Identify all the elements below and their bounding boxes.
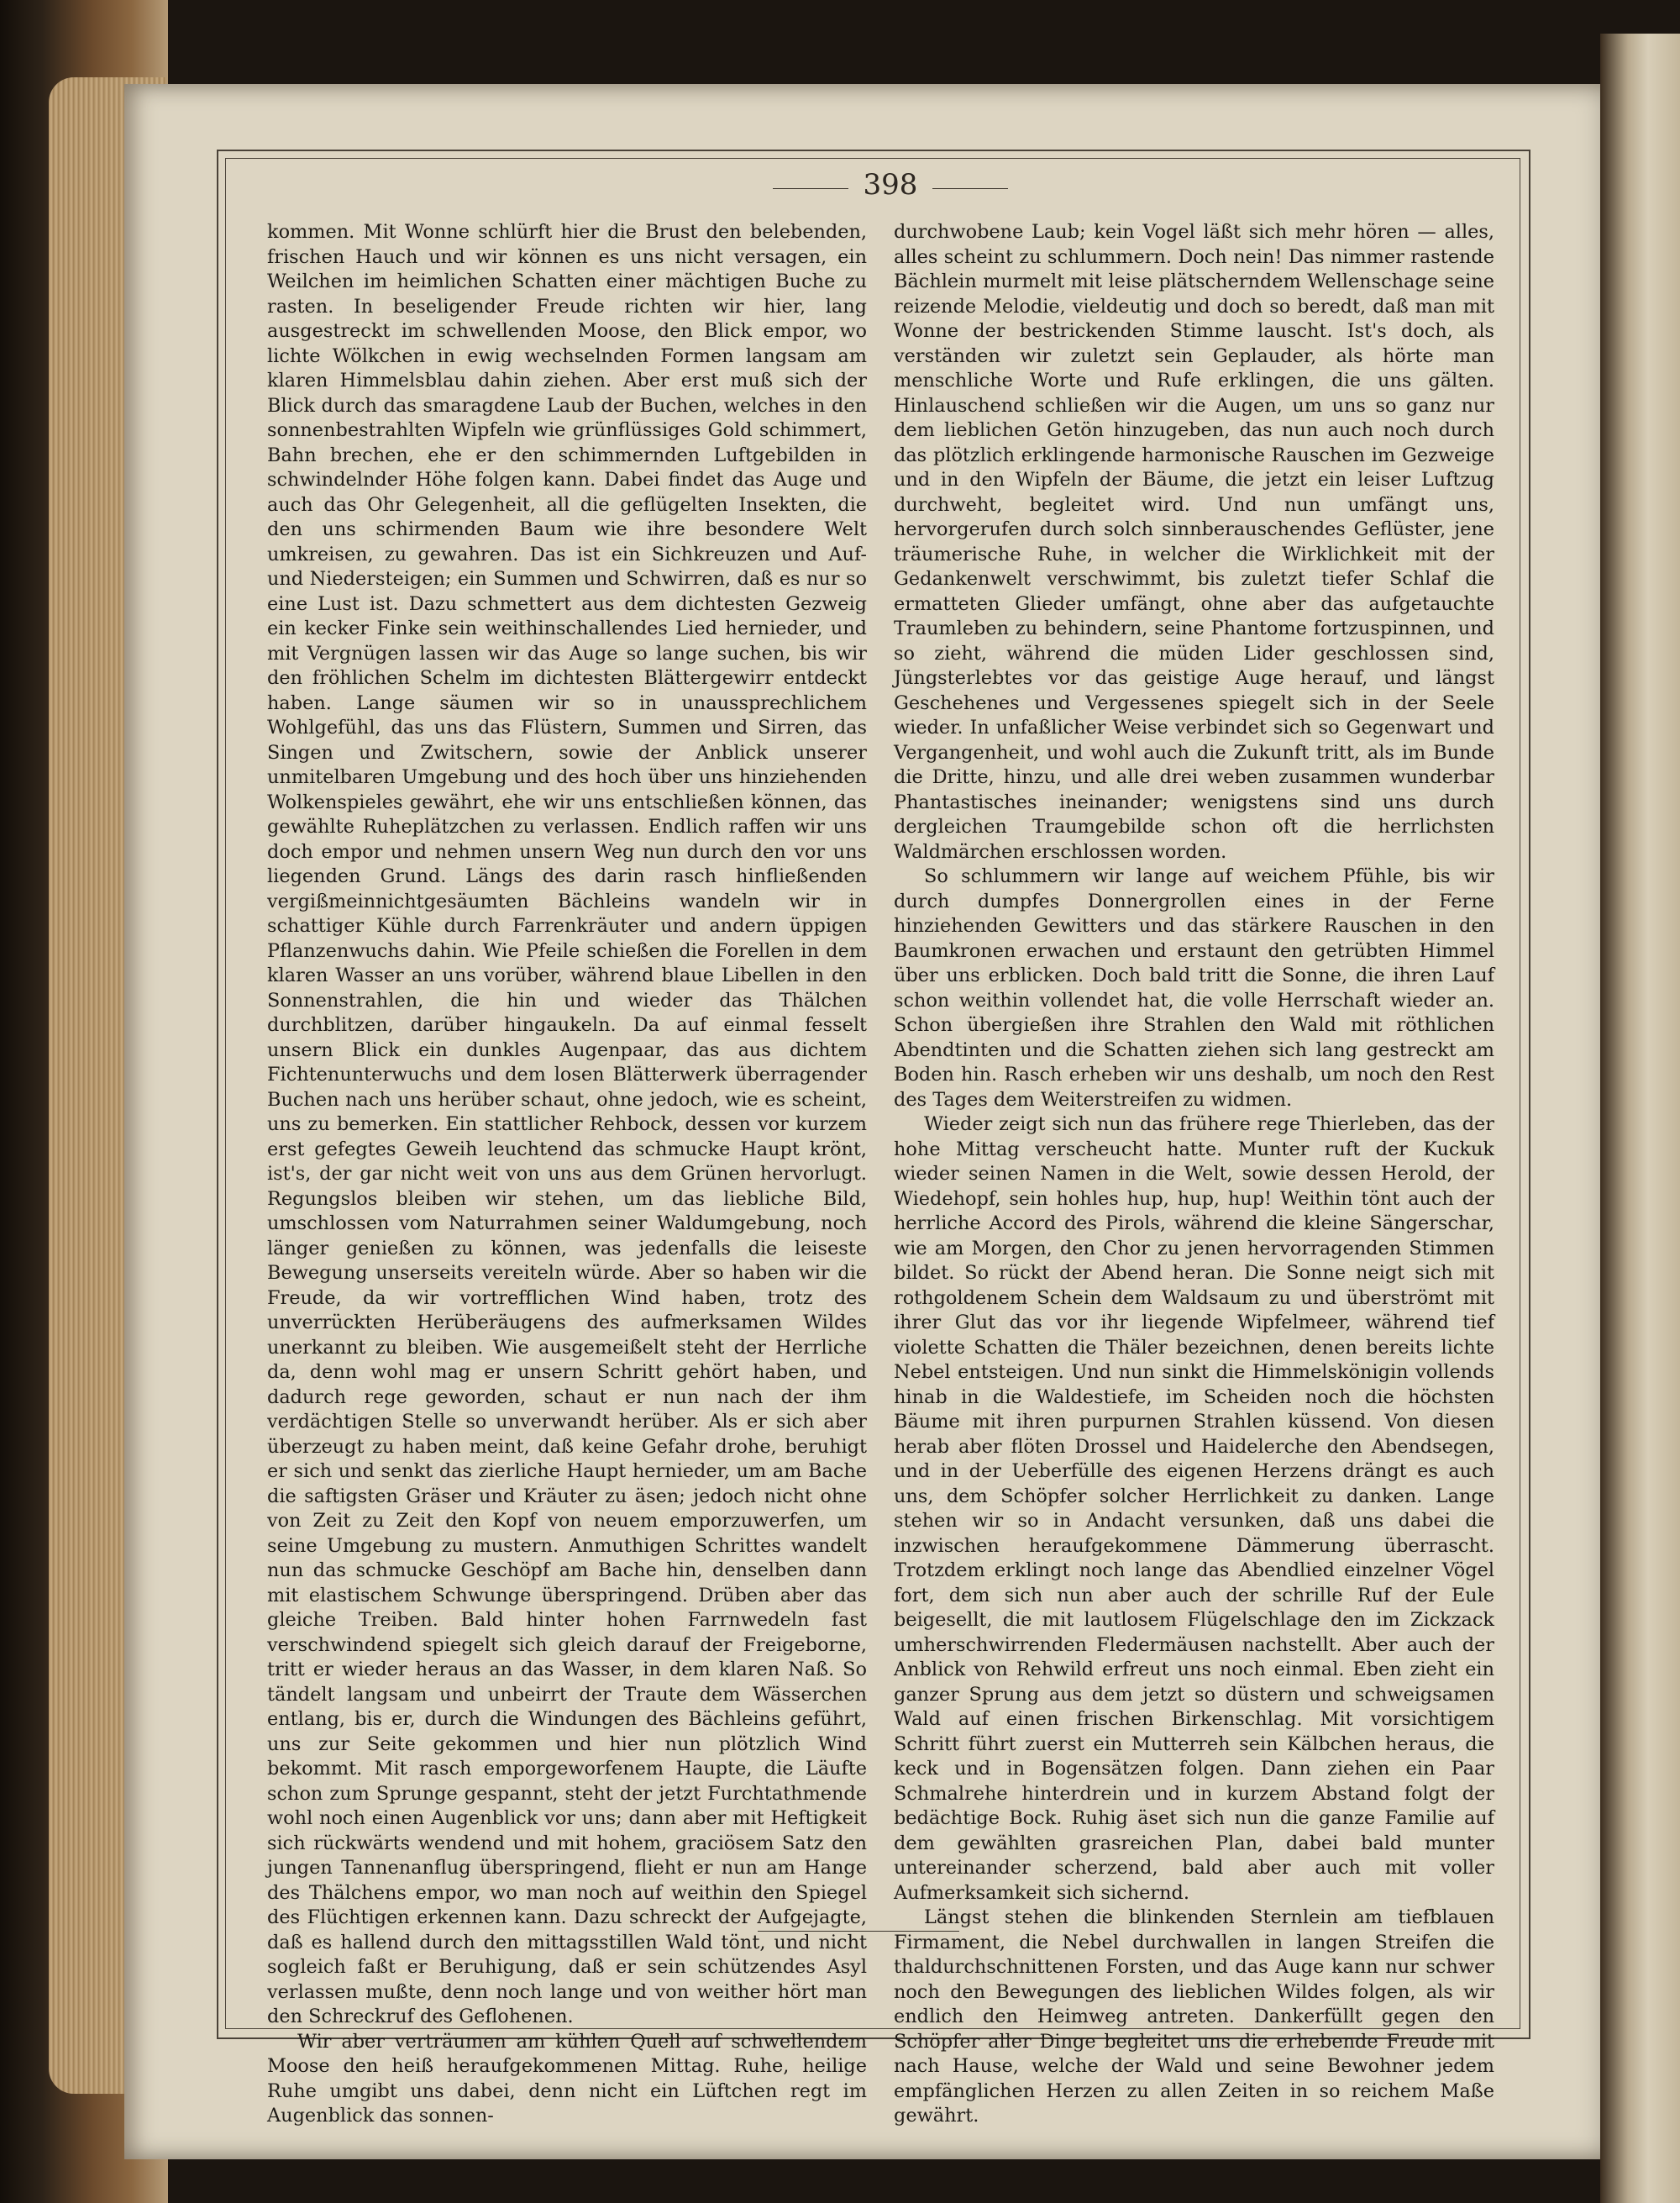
page-number: 398	[863, 168, 918, 202]
header-rule-right	[932, 188, 1008, 189]
header-rule-left	[773, 188, 848, 189]
paragraph: Wir aber verträumen am kühlen Quell auf schwellendem Moose den heiß heraufgekommenen Mittag. Ruhe, heilige Ruhe umgibt uns dabei, denn nicht ein Lüftchen regt im Augenblick das sonnen-	[267, 2030, 867, 2127]
right-column	[894, 220, 1494, 2127]
paragraph: kommen. Mit Wonne schlürft hier die Brust den belebenden, frischen Hauch und wir können es uns nicht versagen, ein Weilchen im heimlichen Schatten einer mächtigen Buche zu rasten. In beseligender Freude richten wir hier, lang ausgestreckt im schwellenden Moose, den Blick empor, wo lichte Wölkchen in ewig wechselnden Formen langsam am klaren Himmelsblau dahin ziehen. Aber erst muß sich der Blick durch das smaragdene Laub der Buchen, welches in den sonnenbestrahlten Wipfeln wie grünflüssiges Gold schimmert, Bahn brechen, ehe er den schimmernden Luftgebilden in schwindelnder Höhe folgen kann. Dabei findet das Auge und auch das Ohr Gelegenheit, all die geflügelten Insekten, die den uns schirmenden Baum wie ihre besondere Welt umkreisen, zu gewahren. Das ist ein Sichkreuzen und Auf- und Niedersteigen; ein Summen und Schwirren, daß es nur so eine Lust ist. Dazu schmettert aus dem dichtesten Gezweig ein kecker Finke sein weithinschallendes Lied hernieder, und mit Vergnügen lassen wir das Auge so lange suchen, bis wir den fröhlichen Schelm im dichtesten Blättergewirr entdeckt haben. Lange säumen wir so in unaussprechlichem Wohlgefühl, das uns das Flüstern, Summen und Sirren, das Singen und Zwitschern, sowie der Anblick unserer unmitelbaren Umgebung und des hoch über uns hinziehenden Wolkenspieles gewährt, ehe wir uns entschließen können, das gewählte Ruheplätzchen zu verlassen. Endlich raffen wir uns doch empor und nehmen unsern Weg nun durch den vor uns liegenden Grund. Längs des darin rasch hinfließenden vergißmeinnichtgesäumten Bächleins wandeln wir in schattiger Kühle durch Farrenkräuter und andern üppigen Pflanzenwuchs dahin. Wie Pfeile schießen die Forellen in dem klaren Wasser an uns vorüber, während blaue Libellen in den Sonnenstrahlen, die hin und wieder das Thälchen durchblitzen, darüber hingaukeln. Da auf einmal fesselt unsern Blick ein dunkles Augenpaar, das aus dichtem Fichtenunterwuchs und dem losen Blätterwerk überragender Buchen nach uns herüber schaut, ohne jedoch, wie es scheint, uns zu bemerken. Ein stattlicher Rehbock, dessen vor kurzem erst gefegtes Geweih leuchtend das schmucke Haupt krönt, ist's, der gar nicht weit von uns aus dem Grünen hervorlugt. Regungslos bleiben wir stehen, um das liebliche Bild, umschlossen vom Naturrahmen seiner Waldumgebung, noch länger genießen zu können, was jedenfalls die leiseste Bewegung unserseits vereiteln würde. Aber so haben wir die Freude, da wir vortrefflichen Wind haben, trotz des unverrückten Herüberäugens des aufmerksamen Wildes unerkannt zu bleiben. Wie ausgemeißelt steht der Herrliche da, denn wohl mag er unsern Schritt gehört haben, und dadurch rege geworden, schaut er nun nach der ihm verdächtigen Stelle so unverwandt herüber. Als er sich aber überzeugt zu haben meint, daß keine Gefahr drohe, beruhigt er sich und senkt das zierliche Haupt hernieder, um am Bache die saftigsten Gräser und Kräuter zu äsen; jedoch nicht ohne von Zeit zu Zeit den Kopf von neuem emporzuwerfen, um seine Umgebung zu mustern. Anmuthigen Schrittes wandelt nun das schmucke Geschöpf am Bache hin, denselben dann mit elastischem Schwunge überspringend. Drüben aber das gleiche Treiben. Bald hinter hohen Farrnwedeln fast verschwindend spiegelt sich gleich darauf der Freigeborne, tritt er wieder heraus an das Wasser, in dem klaren Naß. So tändelt langsam und unbeirrt der Traute dem Wässerchen entlang, bis er, durch die Windungen des Bächleins geführt, uns zur Seite gekommen und hier nun plötzlich Wind bekommt. Mit rasch emporgeworfenem Haupte, die Läufte schon zum Sprunge gespannt, steht der jetzt Furchtathmende wohl noch einen Augenblick vor uns; dann aber mit Heftigkeit sich rückwärts wendend und mit hohem, graciösem Satz den jungen Tannenanflug überspringend, flieht er nun am Hange des Thälchens empor, wo man noch auf weithin den Spiegel des Flüchtigen erkennen kann. Dazu schreckt der Aufgejagte, daß es hallend durch den mittagsstillen Wald tönt, und nicht sogleich faßt er Beruhigung, daß er sein schützendes Asyl verlassen mußte, denn noch lange und von weither hört man den Schreckruf des Geflohenen.	[267, 221, 867, 2027]
left-column	[267, 220, 867, 2127]
paragraph: durchwobene Laub; kein Vogel läßt sich mehr hören — alles, alles scheint zu schlummern. Doch nein! Das nimmer rastende Bächlein murmelt mit leise plätscherndem Wellenschage seine reizende Melodie, vieldeutig und doch so beredt, daß man mit Wonne der bestrickenden Stimme lauscht. Ist's doch, als verständen wir zuletzt sein Geplauder, als hörte man menschliche Worte und Rufe erklingen, die uns gälten. Hinlauschend schließen wir die Augen, um uns so ganz nur dem lieblichen Getön hinzugeben, das nun auch noch durch das plötzlich erklingende harmonische Rauschen im Gezweige und in den Wipfeln der Bäume, die jetzt ein leiser Luftzug durchweht, begleitet wird. Und nun umfängt uns, hervorgerufen durch solch sinnberauschendes Geflüster, jene träumerische Ruhe, in welcher die Wirklichkeit mit der Gedankenwelt verschwimmt, bis zuletzt tiefer Schlaf die ermatteten Glieder umfängt, ohne aber das aufgetauchte Traumleben zu behindern, seine Phantome fortzuspinnen, und so zieht, während die müden Lider geschlossen sind, Jüngsterlebtes vor das geistige Auge herauf, und längst Geschehenes und Vergessenes spiegelt sich in der Seele wieder. In unfaßlicher Weise verbindet sich so Gegenwart und Vergangenheit, und wohl auch die Zukunft tritt, als im Bunde die Dritte, hinzu, und alle drei weben zusammen wunderbar Phantastisches ineinander; wenigstens sind uns durch dergleichen Traumgebilde schon oft die herrlichsten Waldmärchen erschlossen worden.	[894, 221, 1494, 863]
page-header	[756, 168, 1025, 210]
paragraph: Wieder zeigt sich nun das frühere rege Thierleben, das der hohe Mittag verscheucht hatte. Munter ruft der Kuckuk wieder seinen Namen in die Welt, sowie dessen Herold, der Wiedehopf, sein hohles hup, hup, hup! Weithin tönt auch der herrliche Accord des Pirols, während die kleine Sängerschar, wie am Morgen, den Chor zu jenen hervorragenden Stimmen bildet. So rückt der Abend heran. Die Sonne neigt sich mit rothgoldenem Schein dem Waldsaum zu und überströmt mit ihrer Glut das vor ihr liegende Wipfelmeer, während tief violette Schatten die Thäler bezeichnen, denen bereits lichte Nebel entsteigen. Und nun sinkt die Himmelskönigin vollends hinab in die Waldestiefe, im Scheiden noch die höchsten Bäume mit ihren purpurnen Strahlen küssend. Von diesen herab aber flöten Drossel und Haidelerche den Abendsegen, und in der Ueberfülle des eigenen Herzens drängt es auch uns, dem Schöpfer solcher Herrlichkeit zu danken. Lange stehen wir so in Andacht versunken, daß uns dabei die inzwischen heraufgekommene Dämmerung überrascht. Trotzdem erklingt noch lange das Abendlied einzelner Vögel fort, dem sich nun aber auch der schrille Ruf der Eule beigesellt, die mit lautlosem Flügelschlage den im Zickzack umherschwirrenden Fledermäusen nachstellt. Aber auch der Anblick von Rehwild erfreut uns noch einmal. Eben zieht ein ganzer Sprung aus dem jetzt so düstern und schweigsamen Wald auf einen frischen Birkenschlag. Mit vorsichtigem Schritt führt zuerst ein Mutterreh sein Kälbchen heraus, die keck und in Bogensätzen folgen. Dann ziehen ein Paar Schmalrehe hinterdrein und in kurzem Abstand folgt der bedächtige Bock. Ruhig äset sich nun die ganze Familie auf dem gewählten grasreichen Plan, dabei bald munter untereinander scherzend, bald aber auch mit voller Aufmerksamkeit sich sichernd.	[894, 1113, 1494, 1904]
paragraph: So schlummern wir lange auf weichem Pfühle, bis wir durch dumpfes Donnergrollen eines in der Ferne hinziehenden Gewitters und das stärkere Rauschen in den Baumkronen erwachen und erstaunt den getrübten Himmel über uns erblicken. Doch bald tritt die Sonne, die ihren Lauf schon weithin vollendet hat, die volle Herrschaft wieder an. Schon übergießen ihre Strahlen den Wald mit röthlichen Abendtinten und die Schatten ziehen sich lang gestreckt am Boden hin. Rasch erheben wir uns deshalb, um noch den Rest des Tages dem Weiterstreifen zu widmen.	[894, 865, 1494, 1111]
next-page-gutter	[1600, 34, 1680, 2203]
end-rule	[758, 1931, 959, 1932]
paragraph: Längst stehen die blinkenden Sternlein am tiefblauen Firmament, die Nebel durchwallen in langen Streifen die thaldurchschnittenen Forsten, und das Auge kann nur schwer noch den Bewegungen des lieblichen Wildes folgen, als wir endlich den Heimweg antreten. Dankerfüllt gegen den Schöpfer aller Dinge begleitet uns die erhebende Freude mit nach Hause, welche der Wald und seine Bewohner jedem empfänglichen Herzen zu allen Zeiten in so reichem Maße gewährt.	[894, 1906, 1494, 2127]
